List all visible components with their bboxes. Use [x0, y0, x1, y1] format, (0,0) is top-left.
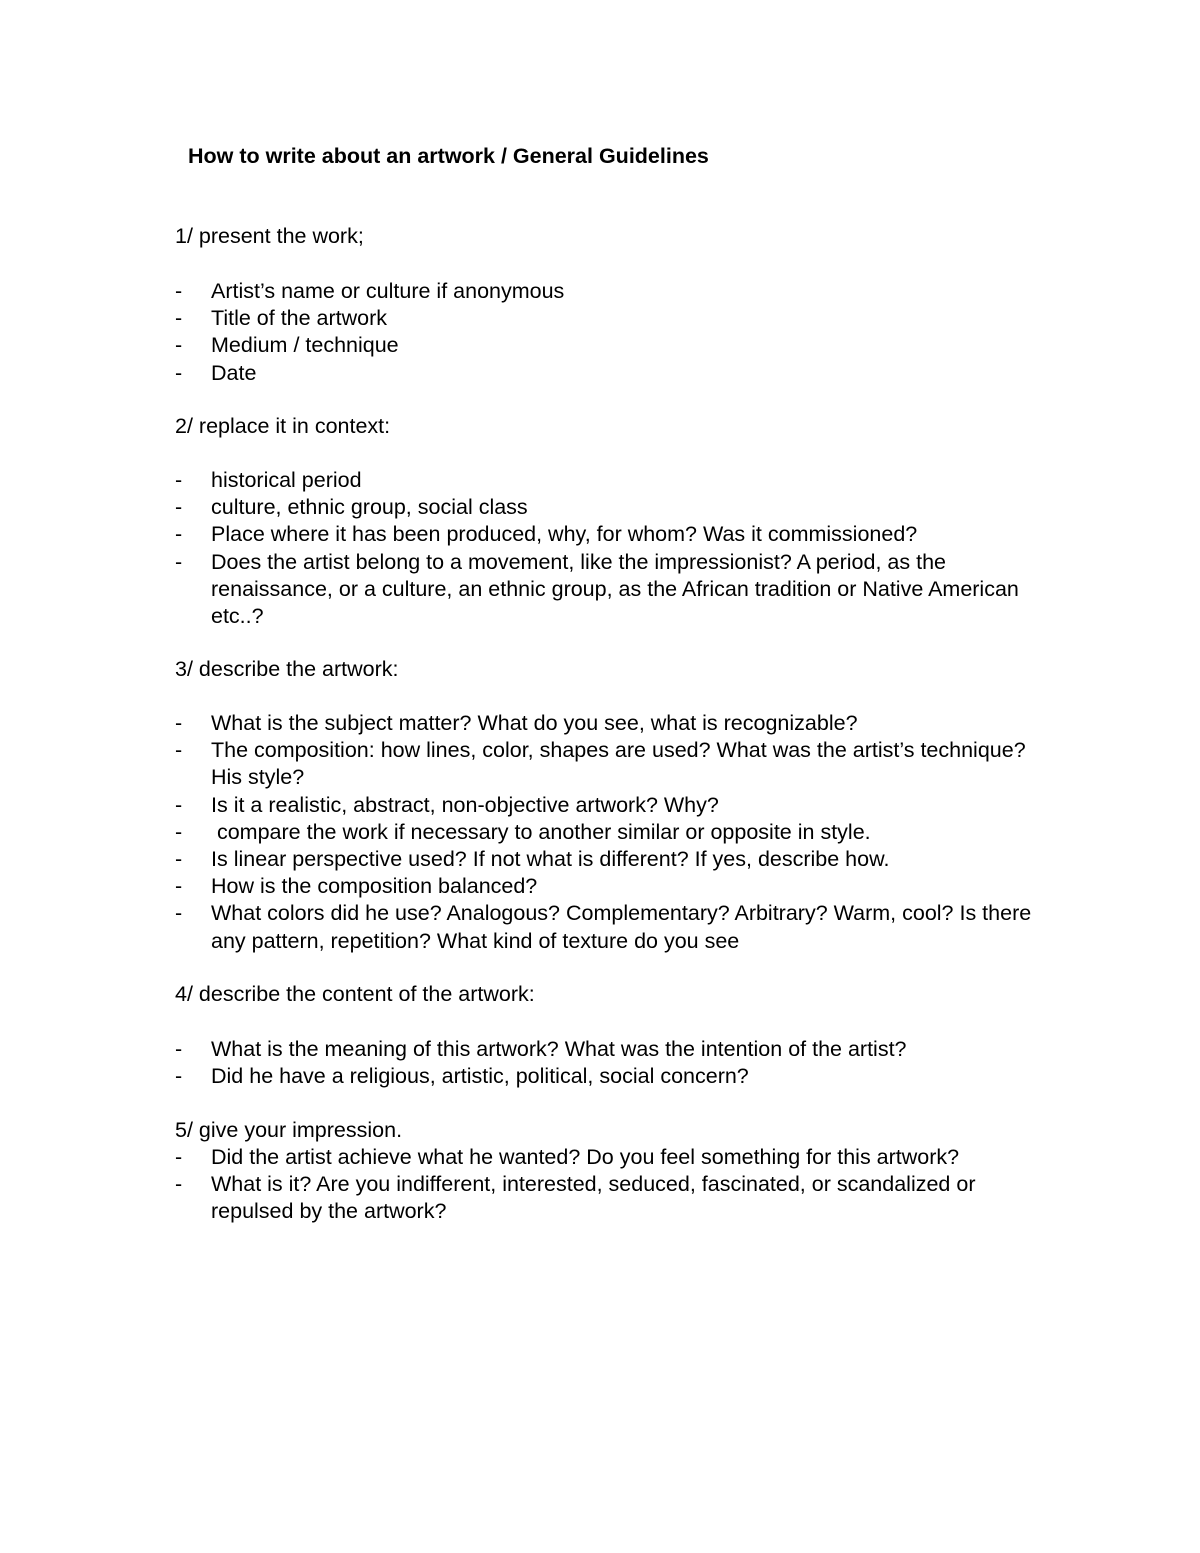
- list-item: - Date: [175, 360, 1055, 387]
- bullet-dash: -: [175, 549, 183, 574]
- document-title: How to write about an artwork / General Guidelines: [188, 144, 709, 168]
- bullet-dash: -: [175, 792, 183, 817]
- bullet-dash: -: [175, 901, 183, 926]
- bullet-dash: -: [175, 1064, 183, 1089]
- section-heading-5: 5/ give your impression.: [175, 1118, 403, 1142]
- section-list-2: [175, 467, 1055, 630]
- bullet-dash: -: [175, 1037, 183, 1061]
- list-item: - What is the subject matter? What do you see, what is recognizable?: [175, 710, 1055, 737]
- bullet-dash: -: [175, 360, 183, 385]
- bullet-dash: -: [175, 738, 183, 763]
- section-list-1: [175, 278, 1055, 387]
- list-item: - What is the meaning of this artwork? What was the intention of the artist?: [175, 1036, 1055, 1063]
- list-item: - Artist’s name or culture if anonymous: [175, 278, 1055, 305]
- list-item: - Title of the artwork: [175, 305, 1055, 332]
- list-item: - Did he have a religious, artistic, political, social concern?: [175, 1063, 1055, 1090]
- list-item: - Did the artist achieve what he wanted? Do you feel something for this artwork?: [175, 1144, 1055, 1171]
- bullet-dash: -: [175, 819, 183, 844]
- section-heading-3: 3/ describe the artwork:: [175, 657, 399, 681]
- bullet-dash: -: [175, 468, 183, 492]
- list-item: - historical period: [175, 467, 1055, 494]
- list-item: - Is linear perspective used? If not what is different? If yes, describe how.: [175, 846, 1055, 873]
- bullet-dash: -: [175, 306, 183, 331]
- list-item: - Place where it has been produced, why, for whom? Was it commissioned?: [175, 521, 1055, 548]
- list-item: - What colors did he use? Analogous? Complementary? Arbitrary? Warm, cool? Is there any pattern, repetition? What kind of texture do you see: [175, 901, 1032, 953]
- bullet-dash: -: [175, 1145, 183, 1169]
- bullet-dash: -: [175, 333, 183, 358]
- bullet-dash: -: [175, 522, 183, 547]
- section-heading-2: 2/ replace it in context:: [175, 414, 391, 438]
- bullet-dash: -: [175, 1172, 183, 1197]
- bullet-dash: -: [175, 874, 183, 899]
- section-heading-4: 4/ describe the content of the artwork:: [175, 982, 535, 1006]
- list-item: - What is it? Are you indifferent, interested, seduced, fascinated, or scandalized or repulsed by the artwork?: [175, 1172, 976, 1224]
- list-item: - Medium / technique: [175, 332, 1055, 359]
- list-item: - culture, ethnic group, social class: [175, 494, 1055, 521]
- section-list-5: [175, 1144, 1055, 1226]
- list-item: - The composition: how lines, color, shapes are used? What was the artist’s technique? His style?: [175, 738, 1026, 790]
- bullet-dash: -: [175, 847, 183, 872]
- section-heading-1: 1/ present the work;: [175, 224, 364, 248]
- bullet-dash: -: [175, 711, 183, 735]
- section-list-3: [175, 710, 1055, 955]
- list-item: - How is the composition balanced?: [175, 873, 1055, 900]
- section-list-4: [175, 1036, 1055, 1090]
- list-item: - Is it a realistic, abstract, non-objective artwork? Why?: [175, 792, 1055, 819]
- bullet-dash: -: [175, 279, 183, 303]
- bullet-dash: -: [175, 495, 183, 520]
- list-item: - Does the artist belong to a movement, like the impressionist? A period, as the renaissance, or a culture, an ethnic group, as the African tradition or Native American etc..?: [175, 549, 1019, 629]
- list-item: - compare the work if necessary to another similar or opposite in style.: [175, 819, 1055, 846]
